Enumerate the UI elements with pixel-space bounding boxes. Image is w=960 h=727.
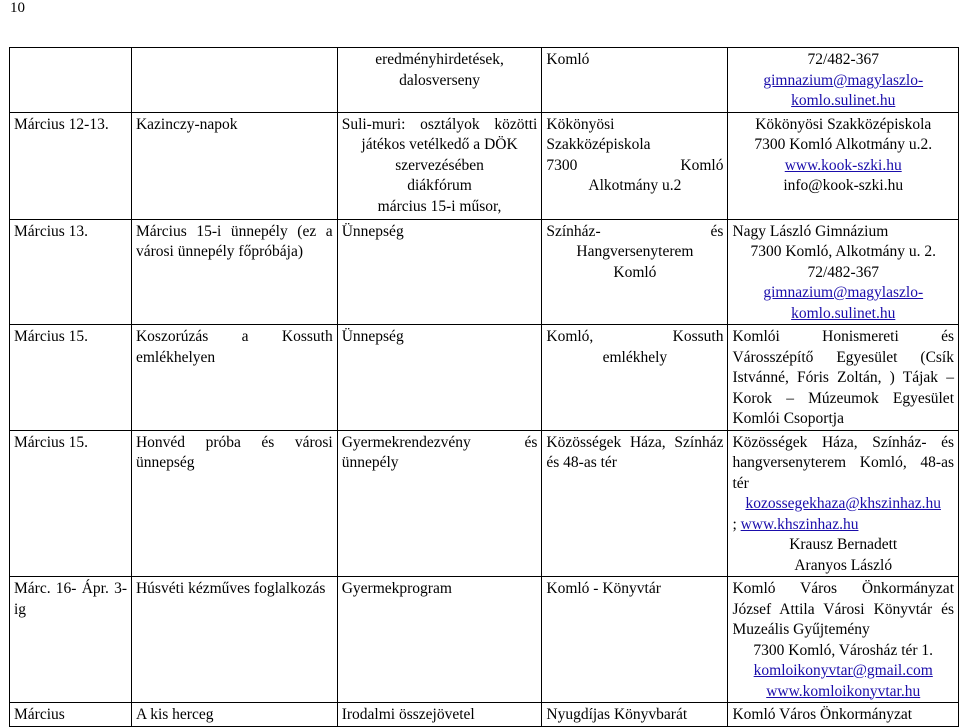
location-cell: [542, 219, 728, 325]
program-cell: Gyermekprogram: [337, 577, 542, 703]
event-cell: A kis herceg: [131, 703, 337, 727]
location-line: Színház- és: [546, 222, 724, 240]
contact-line: 7300 Komló, Városház tér 1.: [753, 641, 934, 659]
program-line: játékos vetélkedő a DÖK: [361, 136, 518, 153]
contact-line: 72/482-367: [807, 51, 879, 68]
contact-cell: [728, 430, 959, 577]
location-line: emlékhely: [602, 348, 668, 366]
page-number: 10: [10, 0, 25, 16]
location-line: Komló: [613, 263, 657, 281]
contact-cell: [728, 112, 959, 219]
program-line: március 15-i műsor,: [377, 197, 502, 215]
contact-line: 7300 Komló Alkotmány u.2.: [754, 136, 933, 153]
contact-cell: [728, 219, 959, 325]
location-cell: [542, 112, 728, 219]
event-cell: [131, 48, 337, 113]
program-line: dalosverseny: [399, 71, 480, 89]
program-cell: Gyermekrendezvény és ünnepély: [337, 430, 542, 577]
contact-person: Krausz Bernadett: [789, 536, 898, 553]
program-line: szervezésében: [395, 156, 484, 174]
email-link[interactable]: kozossegekhaza@khszinhaz.hu: [745, 495, 941, 512]
date-cell: [10, 48, 132, 113]
event-cell: Koszorúzás a Kossuth emlékhelyen: [131, 325, 337, 431]
table-row: [10, 48, 959, 113]
contact-line: Kökönyösi Szakközépiskola: [755, 115, 932, 133]
location-line: Szakközépiskola: [546, 136, 651, 153]
separator: ;: [732, 515, 741, 533]
table-row: [10, 577, 959, 703]
program-line: Suli-muri: osztályok közötti: [341, 115, 538, 133]
date-cell: Március: [10, 703, 132, 727]
contact-line: Nagy László Gimnázium: [732, 222, 889, 240]
program-line: diákfórum: [407, 177, 472, 194]
events-table: [9, 47, 959, 727]
email-link[interactable]: komlo.sulinet.hu: [791, 92, 896, 109]
event-cell: Húsvéti kézműves foglalkozás: [131, 577, 337, 703]
date-cell: Március 12-13.: [10, 112, 132, 219]
contact-line: info@kook-szki.hu: [783, 177, 904, 194]
table-row: [10, 219, 959, 325]
contact-person: Aranyos László: [794, 556, 893, 574]
event-cell: Március 15-i ünnepély (ez a városi ünnepély főpróbája): [131, 219, 337, 325]
program-cell: Ünnepség: [337, 325, 542, 431]
program-cell: Ünnepség: [337, 219, 542, 325]
table-row: [10, 430, 959, 577]
contact-cell: Komlói Honismereti és Városszépítő Egyesület (Csík Istvánné, Fóris Zoltán, ) Tájak – Korok – Múzeumok Egyesület Komlói Csoportja: [728, 325, 959, 431]
event-cell: Honvéd próba és városi ünnepség: [131, 430, 337, 577]
website-link[interactable]: www.kook-szki.hu: [784, 156, 902, 174]
location-cell: Közösségek Háza, Színház és 48-as tér: [542, 430, 728, 577]
contact-line: Komló Város Önkormányzat József Attila Városi Könyvtár és Muzeális Gyűjtemény: [732, 580, 954, 638]
contact-cell: [728, 48, 959, 113]
location-cell: Komló - Könyvtár: [542, 577, 728, 703]
location-line: 7300 Komló: [546, 156, 724, 174]
event-cell: Kazinczy-napok: [131, 112, 337, 219]
contact-line: Közösségek Háza, Színház- és hangversenyterem Komló, 48-as tér: [732, 433, 954, 492]
location-cell: Nyugdíjas Könyvbarát: [542, 703, 728, 727]
contact-line: 72/482-367: [807, 263, 879, 281]
email-link[interactable]: gimnazium@magylaszlo-: [763, 71, 924, 89]
date-cell: Márc. 16- Ápr. 3-ig: [10, 577, 132, 703]
program-cell: Irodalmi összejövetel: [337, 703, 542, 727]
contact-line: [732, 515, 954, 536]
location-line: Alkotmány u.2: [588, 177, 682, 194]
location-cell: [542, 325, 728, 431]
table-row: [10, 703, 959, 727]
website-link[interactable]: www.khszinhaz.hu: [740, 515, 859, 533]
website-link[interactable]: www.komloikonyvtar.hu: [766, 682, 921, 700]
email-link[interactable]: komloikonyvtar@gmail.com: [753, 662, 933, 679]
email-link[interactable]: komlo.sulinet.hu: [791, 304, 896, 322]
program-line: eredményhirdetések,: [375, 51, 504, 68]
date-cell: Március 15.: [10, 430, 132, 577]
contact-cell: Komló Város Önkormányzat: [728, 703, 959, 727]
location-line: Kökönyösi: [546, 115, 615, 133]
table-row: [10, 325, 959, 431]
date-cell: Március 15.: [10, 325, 132, 431]
table-row: [10, 112, 959, 219]
contact-line: 7300 Komló, Alkotmány u. 2.: [750, 243, 937, 260]
location-cell: [542, 48, 728, 113]
email-link[interactable]: gimnazium@magylaszlo-: [763, 284, 924, 301]
date-cell: Március 13.: [10, 219, 132, 325]
program-cell: [337, 112, 542, 219]
location-line: Komló, Kossuth: [546, 328, 724, 345]
contact-cell: [728, 577, 959, 703]
location-line: Hangversenyterem: [576, 243, 694, 260]
program-cell: [337, 48, 542, 113]
location-line: Komló: [546, 51, 590, 68]
